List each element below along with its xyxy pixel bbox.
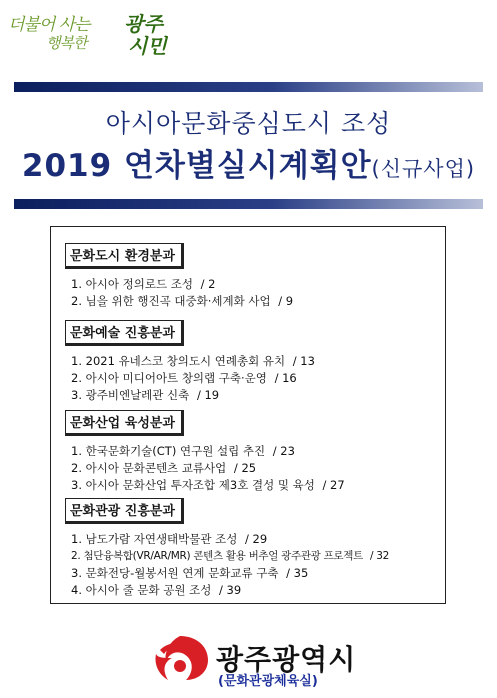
table-of-contents — [50, 226, 446, 604]
gwangju-city-emblem-icon — [150, 632, 210, 684]
list-item[interactable]: 2. 아시아 미디어아트 창의랩 구축·운영 / 16 — [71, 371, 297, 385]
title-sub: (신규사업) — [371, 157, 476, 181]
city-name: 광주광역시 — [216, 643, 357, 676]
list-item[interactable]: 2. 아시아 문화콘텐츠 교류사업 / 25 — [71, 461, 257, 475]
list-item[interactable]: 2. 첨단융복합(VR/AR/MR) 콘텐츠 활용 버추얼 광주관광 프로젝트 / 32 — [71, 550, 390, 562]
section-arts-promotion — [65, 320, 315, 404]
list-item[interactable]: 1. 남도가람 자연생태박물관 조성 / 29 — [71, 532, 268, 546]
section-heading: 문화도시 환경분과 — [65, 243, 184, 269]
section-heading: 문화산업 육성분과 — [65, 410, 184, 436]
list-item[interactable]: 2. 님을 위한 행진곡 대중화·세계화 사업 / 9 — [71, 294, 294, 308]
bottom-divider-bar — [14, 199, 483, 209]
list-item[interactable]: 3. 아시아 문화산업 투자조합 제3호 결성 및 육성 / 27 — [71, 478, 345, 492]
top-divider-bar — [14, 82, 483, 92]
section-urban-environment — [65, 243, 293, 310]
title-line2 — [0, 140, 497, 185]
section-heading: 문화예술 진흥분과 — [65, 320, 184, 346]
list-item[interactable]: 3. 광주비엔날레관 신축 / 19 — [71, 388, 220, 402]
slogan-line1: 더불어 사는 — [8, 15, 90, 35]
title-line1: 아시아문화중심도시 조성 — [105, 109, 392, 138]
department-name: (문화관광체육실) — [218, 674, 318, 689]
list-item[interactable]: 1. 2021 유네스코 창의도시 연례총회 유치 / 13 — [71, 354, 315, 368]
slogan-big2: 시민 — [128, 34, 167, 58]
section-heading: 문화관광 진흥분과 — [65, 498, 184, 524]
list-item[interactable]: 1. 한국문화기술(CT) 연구원 설립 추진 / 23 — [71, 444, 295, 458]
section-culture-tourism — [65, 498, 389, 599]
title-main: 2019 연차별실시계획안 — [21, 148, 372, 184]
slogan-big1: 광주 — [124, 12, 163, 36]
list-item[interactable]: 4. 아시아 줄 문화 공원 조성 / 39 — [71, 583, 242, 597]
slogan-logo — [8, 8, 178, 58]
list-item[interactable]: 3. 문화전당-월봉서원 연계 문화교류 구축 / 35 — [71, 566, 309, 580]
list-item[interactable]: 1. 아시아 정의로드 조성 / 2 — [71, 277, 216, 291]
section-culture-industry — [65, 410, 345, 494]
slogan-line2: 행복한 — [46, 34, 87, 52]
